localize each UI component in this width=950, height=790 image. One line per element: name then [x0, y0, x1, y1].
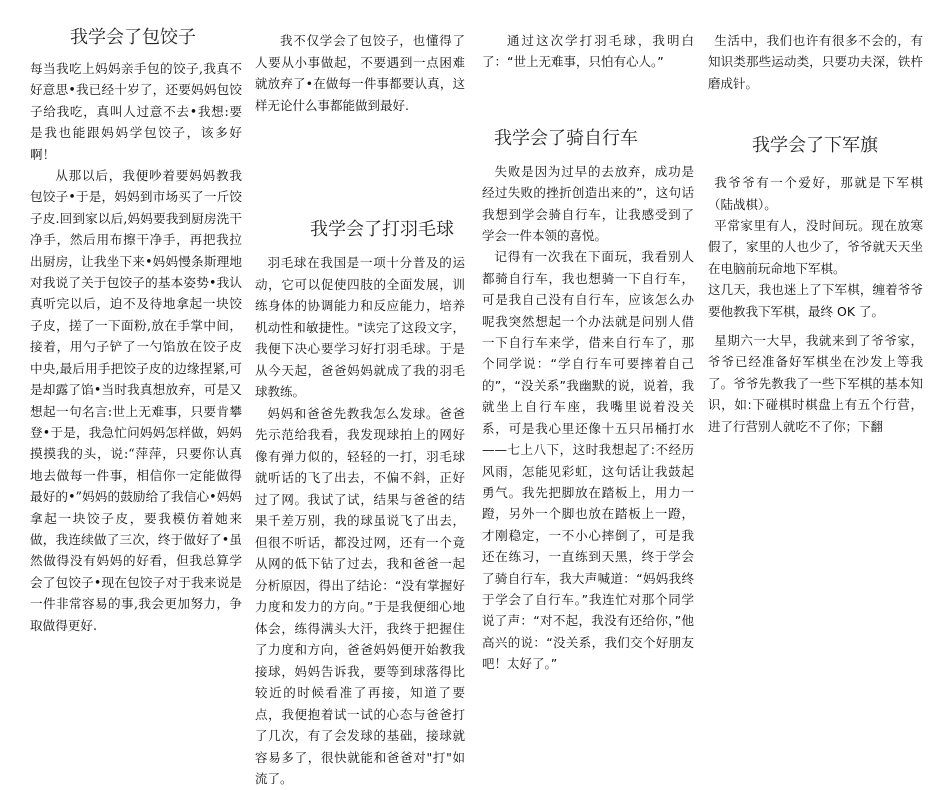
essay1-paragraph-1: 每当我吃上妈妈亲手包的饺子,我真不好意思•我已经十岁了，还要妈妈包饺子给我吃，真叫人过意不去•我想:要是我也能跟妈妈学包饺子，该多好啊！	[30, 61, 242, 162]
column-4	[708, 30, 923, 672]
essay2-paragraph-2: 妈妈和爸爸先教我怎么发球。爸爸先示范给我看，我发现球拍上的网好像有弹力似的，轻轻的一打，羽毛球就听话的飞了出去，不偏不斜，正好过了网。我试了试，结果与爸爸的结果千差万别，我的球虽说飞了出去，但很不听话，都没过网，还有一个竟从网的低下钻了过去，我和爸爸一起分析原因，得出了结论：“没有掌握好力度和发力的方向。”于是我便细心地体会，练得满头大汗，我终于把握住了力度和方向，爸爸妈妈便开始教我接球，妈妈告诉我，要等到球落得比较近的时候看准了再接，知道了要点，我便抱着试一试的心态与爸爸打了几次，有了会发球的基础，接球就容易多了，很快就能和爸爸对"打"如流了。	[255, 405, 465, 786]
paragraph-gap	[708, 322, 923, 330]
essay1-title: 我学会了包饺子	[70, 27, 196, 48]
essay4-paragraph-2: 平常家里有人，没时间玩。现在放寒假了，家里的人也少了，爷爷就天天坐在电脑前玩命地下军棋。	[708, 218, 923, 276]
essay3-paragraph-3: 生活中，我们也许有很多不会的，有知识类那些运动类，只要功夫深，铁杵磨成针。	[708, 33, 923, 91]
essay1-paragraph-3: 我不仅学会了包饺子，也懂得了人要从小事做起，不要遇到一点困难就放弃了•在做每一件事都要认真，这样无论什么事都能做到最好.	[255, 33, 465, 113]
essay4-paragraph-3: 这几天，我也迷上了下军棋，缠着爷爷要他教我下军棋，最终 OK 了。	[708, 282, 923, 319]
essay1-paragraph-2: 从那以后，我便吵着要妈妈教我包饺子•于是，妈妈到市场买了一斤饺子皮.回到家以后,妈妈要我到厨房洗干净手，然后用布擦干净手，再把我拉出厨房，让我坐下来•妈妈慢条斯理地对我说了关于包饺子的基本姿势•我认真听完以后，迫不及待地拿起一块饺子皮，搓了一下面粉,放在手掌中间，接着，用勺子铲了一勺馅放在饺子皮中央,最后用手把饺子皮的边缘捏紧,可是却露了馅•当时我真想放弃，可是又想起一句名言:世上无难事，只要肯攀登•于是，我急忙问妈妈怎样做，妈妈摸摸我的头，说:“萍萍，只要你认真地去做每一件事，相信你一定能做得最好的•”妈妈的鼓励给了我信心•妈妈拿起一块饺子皮，要我模仿着她来做，我连续做了三次，终于做好了•虽然做得没有妈妈的好看，但我总算学会了包饺子•现在包饺子对于我来说是一件非常容易的事,我会更加努力，争取做得更好.	[30, 168, 242, 633]
essay4-title: 我学会了下军旗	[752, 135, 878, 157]
column-2	[255, 30, 465, 786]
essay2-paragraph-1: 羽毛球在我国是一项十分普及的运动，它可以促使四肢的全面发展，训练身体的协调能力和反应能力，培养机动性和敏捷性。"读完了这段文字，我便下决心要学习好打羽毛球。于是从今天起，爸爸妈妈就成了我的羽毛球教练。	[255, 255, 465, 399]
essay3-paragraph-1: 失败是因为过早的去放弃，成功是经过失败的挫折创造出来的”，这句话我想到学会骑自行车，让我感受到了学会一件本领的喜悦。	[482, 163, 694, 244]
essay4-paragraph-1: 我爷爷有一个爱好，那就是下军棋（陆战棋）。	[708, 175, 923, 212]
essay3-paragraph-2: 记得有一次我在下面玩，我看别人都骑自行车，我也想骑一下自行车，可是我自己没有自行车，应该怎么办呢我突然想起一个办法就是问别人借一下自行车来学，借来自行车了，那个同学说：“学自行车可要摔着自己的”，“没关系”我幽默的说，说着，我就坐上自行车座，我嘴里说着没关系，可是我心里还像十五只吊桶打水——七上八下，这时我想起了:不经历风雨，怎能见彩虹，这句话让我鼓起勇气。我先把脚放在踏板上，用力一蹬，另外一个脚也放在踏板上一蹬，才刚稳定，一不小心摔倒了，可是我还在练习，一直练到天黑，终于学会了骑自行车，我大声喊道：“妈妈我终于学会了自行车。”我连忙对那个同学说了声：“对不起，我没有还给你，”他高兴的说：“没关系，我们交个好朋友吧！太好了。”	[482, 249, 694, 672]
column-1	[30, 24, 242, 636]
essay4-paragraph-4: 星期六一大早，我就来到了爷爷家，爷爷已经准备好军棋坐在沙发上等我了。爷爷先教我了一些下军棋的基本知识，如:下碰棋时棋盘上有五个行营，进了行营别人就吃不了你；下翻	[708, 333, 923, 434]
essay2-paragraph-3: 通过这次学打羽毛球，我明白了：“世上无难事，只怕有心人。”	[482, 33, 694, 70]
essay3-title: 我学会了骑自行车	[494, 127, 638, 149]
column-3	[482, 30, 694, 672]
essay2-title: 我学会了打羽毛球	[310, 219, 454, 240]
